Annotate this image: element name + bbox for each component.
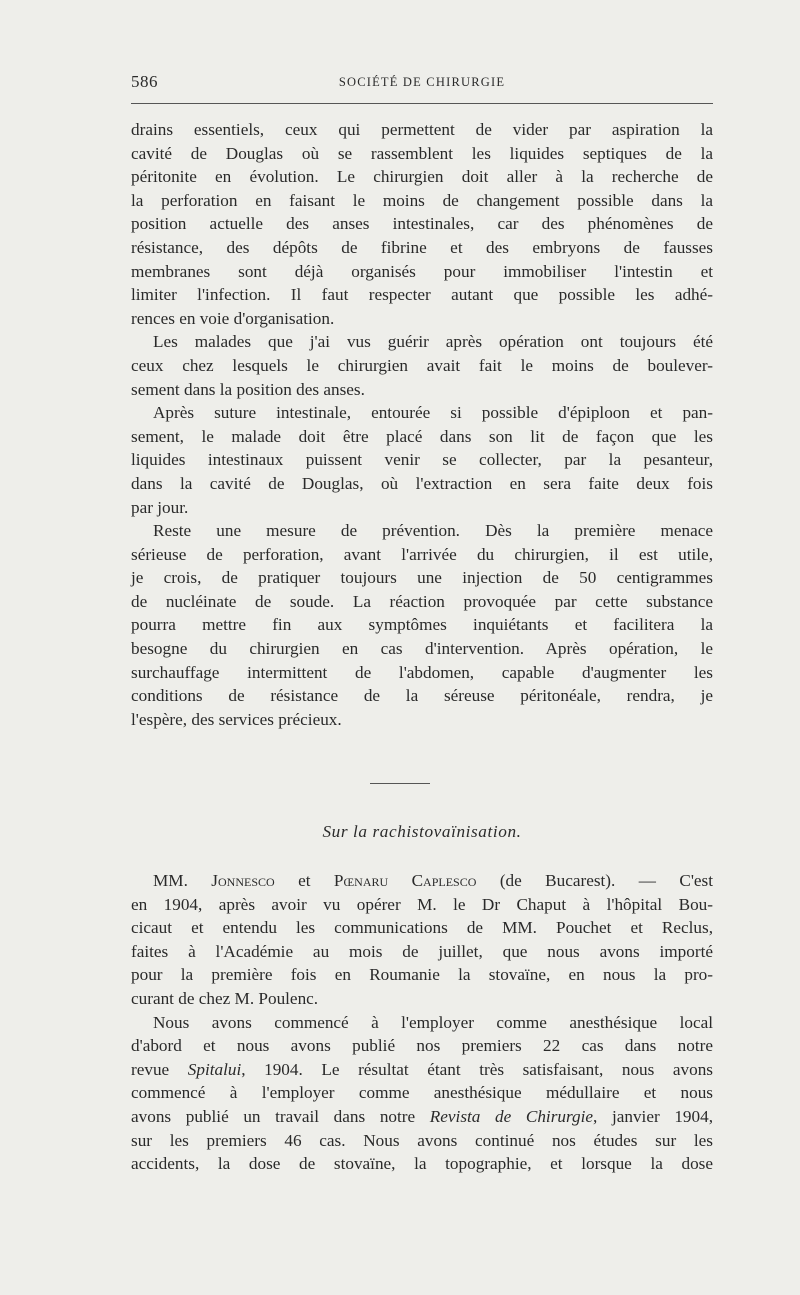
intro-rest: (de Bucarest). — C'est xyxy=(499,871,714,890)
text-line: pourra mettre fin aux symptômes inquiétants et facilitera la xyxy=(131,615,713,635)
text-line: la perforation en faisant le moins de changement possible dans la xyxy=(131,190,713,210)
text-line: Nous avons commencé à l'employer comme anesthésique local xyxy=(153,1012,713,1032)
text-line: sérieuse de perforation, avant l'arrivée du chirurgien, il est utile, xyxy=(131,544,713,564)
text-line: position actuelle des anses intestinales, car des phénomènes de xyxy=(131,214,713,234)
text-line: l'espère, des services précieux. xyxy=(131,709,342,729)
paragraph xyxy=(131,330,713,401)
authors-prefix: MM. xyxy=(153,871,188,890)
text-line: accidents, la dose de stovaïne, la topographie, et lorsque la dose xyxy=(131,1154,713,1174)
text-line: de nucléinate de soude. La réaction provoquée par cette substance xyxy=(131,591,713,611)
text-line: curant de chez M. Poulenc. xyxy=(131,988,319,1008)
text-line: cavité de Douglas où se rassemblent les liquides septiques de la xyxy=(131,143,713,163)
text-line: besogne du chirurgien en cas d'intervention. Après opération, le xyxy=(131,639,713,659)
text-line xyxy=(131,1105,713,1129)
journal-title: Revista de Chirurgie xyxy=(429,1106,594,1126)
paragraph xyxy=(131,118,713,330)
running-title: SOCIÉTÉ DE CHIRURGIE xyxy=(338,75,506,89)
text-line: faites à l'Académie au mois de juillet, que nous avons importé xyxy=(131,941,713,961)
section-text-block xyxy=(131,869,713,1176)
text-line xyxy=(131,1058,713,1082)
text-line: dans la cavité de Douglas, où l'extraction en sera faite deux fois xyxy=(131,473,713,493)
text-line: Reste une mesure de prévention. Dès la première menace xyxy=(153,521,713,541)
text-line: par jour. xyxy=(131,497,189,517)
text-run: , janvier 1904, xyxy=(593,1106,713,1126)
text-line: je crois, de pratiquer toujours une injection de 50 centigrammes xyxy=(131,568,713,588)
text-line: sement, le malade doit être placé dans son lit de façon que les xyxy=(131,426,713,446)
text-line: Les malades que j'ai vus guérir après opération ont toujours été xyxy=(153,332,713,352)
paragraph xyxy=(131,519,713,731)
journal-title: Spitalui xyxy=(187,1059,242,1079)
text-line: sur les premiers 46 cas. Nous avons continué nos études sur les xyxy=(131,1130,713,1150)
top-text-block xyxy=(131,118,713,731)
text-run: revue xyxy=(131,1059,170,1079)
page-number: 586 xyxy=(131,72,158,91)
text-line: Après suture intestinale, entourée si possible d'épiploon et pan- xyxy=(153,403,713,423)
author-name: Jonnesco xyxy=(211,871,275,890)
conjunction: et xyxy=(298,871,311,890)
text-line: en 1904, après avoir vu opérer M. le Dr Chaput à l'hôpital Bou- xyxy=(131,894,713,914)
text-line: rences en voie d'organisation. xyxy=(131,308,335,328)
text-line: drains essentiels, ceux qui permettent de vider par aspiration la xyxy=(131,120,713,139)
text-line: d'abord et nous avons publié nos premiers 22 cas dans notre xyxy=(131,1036,713,1056)
text-line: liquides intestinaux puissent venir se collecter, par la pesanteur, xyxy=(131,450,713,470)
text-line: ceux chez lesquels le chirurgien avait fait le moins de boulever- xyxy=(131,355,713,375)
text-line: commencé à l'employer comme anesthésique médullaire et nous xyxy=(131,1083,713,1103)
text-line: surchauffage intermittent de l'abdomen, capable d'augmenter les xyxy=(131,662,713,682)
text-line: pour la première fois en Roumanie la stovaïne, en nous la pro- xyxy=(131,965,713,985)
section-title: Sur la rachistovaïnisation. xyxy=(322,822,522,841)
text-line: péritonite en évolution. Le chirurgien doit aller à la recherche de xyxy=(131,167,713,187)
author-name: Pœnaru Caplesco xyxy=(333,871,477,890)
page-header xyxy=(131,72,713,98)
header-rule xyxy=(131,103,713,104)
text-line: résistance, des dépôts de fibrine et des embryons de fausses xyxy=(131,237,713,257)
text-line: conditions de résistance de la séreuse péritonéale, rendra, je xyxy=(131,686,713,706)
paragraph xyxy=(131,401,713,519)
text-line: cicaut et entendu les communications de MM. Pouchet et Reclus, xyxy=(131,918,713,938)
paragraph xyxy=(131,1011,713,1176)
text-run: , 1904. Le résultat étant très satisfaisant, nous avons xyxy=(241,1059,713,1079)
text-line: limiter l'infection. Il faut respecter autant que possible les adhé- xyxy=(131,285,713,305)
text-run: avons publié un travail dans notre xyxy=(131,1106,416,1126)
paragraph xyxy=(131,869,713,1011)
section-separator xyxy=(370,783,430,784)
text-line: sement dans la position des anses. xyxy=(131,379,365,399)
text-line: membranes sont déjà organisés pour immobiliser l'intestin et xyxy=(131,261,713,281)
text-line xyxy=(131,869,713,893)
